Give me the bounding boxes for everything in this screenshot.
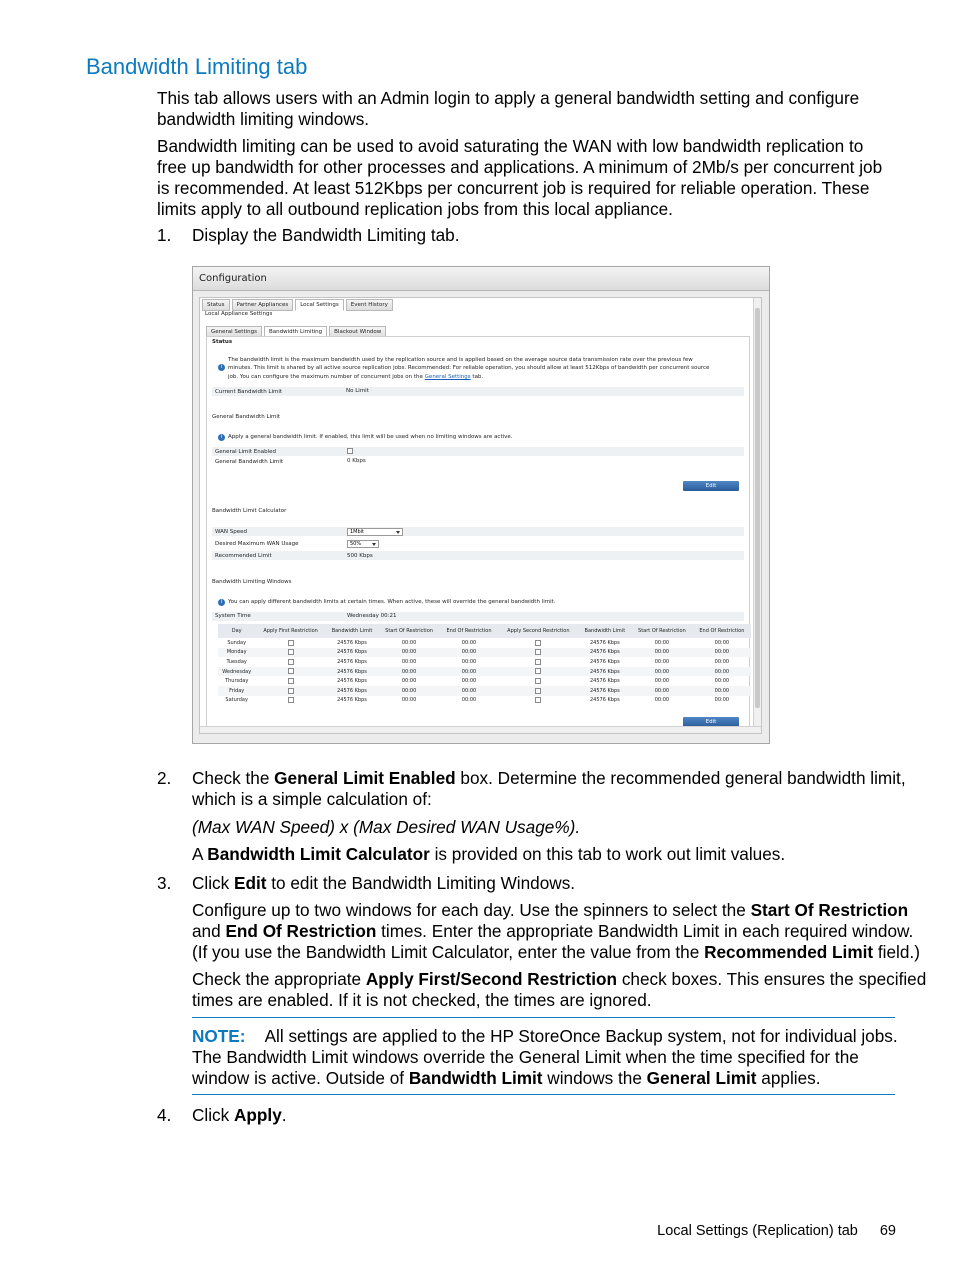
local-appliance-settings-label: Local Appliance Settings — [205, 311, 273, 317]
apply-second-checkbox[interactable] — [498, 676, 579, 686]
windows-header: Bandwidth Limiting Windows — [212, 579, 292, 585]
start-cell[interactable]: 00:00 — [378, 686, 440, 696]
edit-windows-button[interactable]: Edit — [683, 717, 739, 727]
start-cell[interactable]: 00:00 — [631, 686, 693, 696]
tab-partner-appliances[interactable]: Partner Appliances — [232, 299, 294, 311]
general-enabled-label: General Limit Enabled — [215, 449, 277, 455]
apply-first-checkbox[interactable] — [255, 686, 325, 696]
bandwidth-cell[interactable]: 24576 Kbps — [337, 678, 367, 685]
step-3-paragraph-1: Configure up to two windows for each day. Use the spinners to select the Start Of Restriction and End Of Restriction times. Enter the appropriate Bandwidth Limit in each required window. (If you use the Bandwidth Limit Calculator, enter the value from the Recommended Limit field.) — [192, 900, 920, 962]
wan-speed-row — [212, 527, 744, 536]
apply-first-checkbox[interactable] — [255, 667, 325, 677]
start-cell[interactable]: 00:00 — [654, 697, 670, 704]
bandwidth-windows-table — [218, 624, 751, 705]
table-row — [218, 648, 751, 658]
intro-paragraph-2: Bandwidth limiting can be used to avoid saturating the WAN with low bandwidth replication to free up bandwidth for other processes and applications. A minimum of 2Mb/s per concurrent job is recommended. At least 512Kbps per concurrent job is required for reliable operation. These limits apply to all outbound replication jobs from this local appliance. — [157, 136, 883, 219]
configuration-screenshot — [192, 266, 770, 744]
start-cell[interactable]: 00:00 — [378, 648, 440, 658]
step-3-number: 3. — [157, 873, 172, 893]
system-time-value: Wednesday 00:21 — [347, 613, 397, 619]
end-cell[interactable]: 00:00 — [714, 697, 730, 704]
system-time-row — [212, 612, 744, 621]
note-label: NOTE: — [192, 1026, 246, 1046]
end-cell[interactable]: 00:00 — [461, 639, 477, 646]
status-header: Status — [212, 339, 233, 345]
vertical-scrollbar[interactable] — [753, 298, 761, 733]
start-cell[interactable]: 00:00 — [378, 667, 440, 677]
end-cell[interactable]: 00:00 — [461, 697, 477, 704]
table-header-row — [218, 624, 751, 638]
apply-first-checkbox[interactable] — [255, 638, 325, 648]
note-block: NOTE: All settings are applied to the HP StoreOnce Backup system, not for individual jobs. The Bandwidth Limit windows override the General Limit when the time specified for the window is active. Outside of Bandwidth Limit windows the General Limit applies. — [192, 1026, 898, 1088]
apply-first-checkbox[interactable] — [255, 648, 325, 658]
horizontal-scrollbar[interactable] — [200, 726, 761, 733]
apply-second-checkbox[interactable] — [498, 638, 579, 648]
page-footer — [657, 1223, 896, 1239]
apply-second-checkbox[interactable] — [498, 657, 579, 667]
day-cell: Thursday — [225, 678, 249, 685]
info-icon: i — [218, 434, 225, 441]
bandwidth-cell[interactable]: 24576 Kbps — [589, 697, 620, 704]
step-2-number: 2. — [157, 768, 172, 788]
recommended-label: Recommended Limit — [215, 553, 272, 559]
end-cell[interactable]: 00:00 — [714, 678, 730, 685]
wan-speed-select[interactable]: 1Mbit — [347, 528, 403, 536]
edit-general-button[interactable]: Edit — [683, 481, 739, 491]
note-top-rule — [192, 1017, 895, 1018]
table-row — [218, 696, 751, 706]
start-cell[interactable]: 00:00 — [401, 697, 417, 704]
table-row — [218, 667, 751, 677]
recommended-row — [212, 551, 744, 560]
col-bandwidth-1: Bandwidth Limit — [326, 624, 378, 638]
bandwidth-cell[interactable]: 24576 Kbps — [579, 686, 631, 696]
start-cell[interactable]: 00:00 — [401, 658, 417, 665]
section-heading: Bandwidth Limiting tab — [86, 54, 308, 79]
status-text-2: minutes. This limit is shared by all active source replication jobs. Recommended: For reliable operation, you should allow at least 512Kbps of bandwidth per concurrent source — [228, 365, 710, 371]
start-cell[interactable]: 00:00 — [654, 639, 670, 646]
day-cell: Wednesday — [218, 667, 255, 677]
step-2-text: Check the General Limit Enabled box. Determine the recommended general bandwidth limit, which is a simple calculation of: — [192, 768, 906, 809]
end-cell[interactable]: 00:00 — [693, 667, 751, 677]
start-cell[interactable]: 00:00 — [631, 667, 693, 677]
bandwidth-cell[interactable]: 24576 Kbps — [326, 686, 378, 696]
tab-local-settings[interactable]: Local Settings — [295, 299, 344, 311]
footer-section: Local Settings (Replication) tab — [657, 1223, 858, 1239]
end-cell[interactable]: 00:00 — [693, 686, 751, 696]
note-bottom-rule — [192, 1094, 895, 1095]
step-3-text: Click Edit to edit the Bandwidth Limiting Windows. — [192, 873, 576, 893]
general-limit-enabled-checkbox[interactable] — [347, 448, 353, 454]
start-cell[interactable]: 00:00 — [654, 658, 670, 665]
apply-second-checkbox[interactable] — [498, 667, 579, 677]
general-limit-info: Apply a general bandwidth limit. If enabled, this limit will be used when no limiting windows are active. — [228, 434, 513, 440]
chevron-down-icon — [396, 531, 400, 534]
general-enabled-row — [212, 447, 744, 456]
current-limit-label: Current Bandwidth Limit — [215, 389, 283, 395]
start-cell[interactable]: 00:00 — [401, 639, 417, 646]
desired-usage-select[interactable]: 50% — [347, 540, 379, 548]
bandwidth-cell[interactable]: 24576 Kbps — [579, 667, 631, 677]
tab-general-settings[interactable]: General Settings — [206, 326, 262, 338]
scroll-thumb[interactable] — [755, 308, 760, 708]
desired-usage-label: Desired Maximum WAN Usage — [215, 541, 299, 547]
apply-second-checkbox[interactable] — [498, 686, 579, 696]
current-limit-row — [212, 387, 744, 396]
general-limit-header: General Bandwidth Limit — [212, 414, 281, 420]
table-row — [218, 686, 751, 696]
col-start-1: Start Of Restriction — [378, 624, 440, 638]
current-limit-value: No Limit — [346, 388, 369, 394]
info-icon: i — [218, 599, 225, 606]
day-cell: Monday — [218, 648, 255, 658]
apply-first-checkbox[interactable] — [255, 696, 325, 706]
info-icon: i — [218, 364, 225, 371]
bandwidth-cell[interactable]: 24576 Kbps — [337, 639, 367, 646]
step-4-text: Click Apply. — [192, 1105, 287, 1125]
apply-second-checkbox[interactable] — [498, 696, 579, 706]
day-cell: Friday — [218, 686, 255, 696]
col-apply-second: Apply Second Restriction — [498, 624, 579, 638]
calculator-header: Bandwidth Limit Calculator — [212, 508, 287, 514]
table-row — [218, 657, 751, 667]
step-2-calculator: A Bandwidth Limit Calculator is provided on this tab to work out limit values. — [192, 844, 786, 864]
step-1-text: Display the Bandwidth Limiting tab. — [192, 225, 460, 245]
tab-status[interactable]: Status — [202, 299, 230, 311]
chevron-down-icon — [372, 543, 376, 546]
end-cell[interactable]: 00:00 — [461, 658, 477, 665]
end-cell[interactable]: 00:00 — [714, 658, 730, 665]
day-cell: Saturday — [225, 697, 248, 704]
general-bandwidth-value: 0 Kbps — [347, 458, 366, 464]
top-tab-bar — [202, 299, 393, 311]
end-cell[interactable]: 00:00 — [714, 639, 730, 646]
bandwidth-cell[interactable]: 24576 Kbps — [326, 648, 378, 658]
step-3-paragraph-2: Check the appropriate Apply First/Second Restriction check boxes. This ensures the specified times are enabled. If it is not checked, the times are ignored. — [192, 969, 927, 1010]
bandwidth-cell[interactable]: 24576 Kbps — [337, 658, 367, 665]
col-day: Day — [218, 624, 255, 638]
status-text-1: The bandwidth limit is the maximum bandwidth used by the replication source and is applied based on the average source data transmission rate over the previous few — [228, 357, 693, 363]
step-1-number: 1. — [157, 225, 172, 245]
bandwidth-cell[interactable]: 24576 Kbps — [326, 667, 378, 677]
apply-second-checkbox[interactable] — [498, 648, 579, 658]
start-cell[interactable]: 00:00 — [401, 678, 417, 685]
bandwidth-cell[interactable]: 24576 Kbps — [589, 678, 620, 685]
windows-info: You can apply different bandwidth limits at certain times. When active, these will override the general bandwidth limit. — [228, 599, 556, 605]
step-2-formula: (Max WAN Speed) x (Max Desired WAN Usage%). — [192, 817, 581, 837]
end-cell[interactable]: 00:00 — [440, 686, 498, 696]
table-row — [218, 638, 751, 648]
general-settings-link[interactable]: General Settings — [424, 374, 471, 380]
wan-speed-label: WAN Speed — [215, 529, 248, 535]
system-time-label: System Time — [215, 613, 251, 619]
window-title: Configuration — [193, 267, 769, 291]
general-bandwidth-label: General Bandwidth Limit — [215, 459, 284, 465]
col-apply-first: Apply First Restriction — [255, 624, 325, 638]
apply-first-checkbox[interactable] — [255, 676, 325, 686]
tab-bandwidth-limiting[interactable]: Bandwidth Limiting — [264, 326, 327, 338]
end-cell[interactable]: 00:00 — [693, 648, 751, 658]
tab-blackout-window[interactable]: Blackout Window — [329, 326, 386, 338]
tab-event-history[interactable]: Event History — [346, 299, 393, 311]
table-row — [218, 676, 751, 686]
day-cell: Tuesday — [226, 658, 247, 665]
bandwidth-cell[interactable]: 24576 Kbps — [579, 648, 631, 658]
bandwidth-cell[interactable]: 24576 Kbps — [589, 639, 620, 646]
end-cell[interactable]: 00:00 — [440, 667, 498, 677]
recommended-value: 500 Kbps — [347, 553, 373, 559]
col-end-1: End Of Restriction — [440, 624, 498, 638]
intro-paragraph-1: This tab allows users with an Admin login to apply a general bandwidth setting and configure bandwidth limiting windows. — [157, 88, 860, 129]
day-cell: Sunday — [227, 639, 247, 646]
step-4-number: 4. — [157, 1105, 172, 1125]
col-end-2: End Of Restriction — [693, 624, 751, 638]
apply-first-checkbox[interactable] — [255, 657, 325, 667]
end-cell[interactable]: 00:00 — [440, 648, 498, 658]
page-number: 69 — [879, 1223, 896, 1239]
start-cell[interactable]: 00:00 — [654, 678, 670, 685]
end-cell[interactable]: 00:00 — [461, 678, 477, 685]
bandwidth-cell[interactable]: 24576 Kbps — [337, 697, 367, 704]
start-cell[interactable]: 00:00 — [631, 648, 693, 658]
screenshot-body — [199, 297, 762, 734]
col-bandwidth-2: Bandwidth Limit — [579, 624, 631, 638]
status-text-3: job. You can configure the maximum number of concurrent jobs on the General Settings tab. — [228, 374, 484, 380]
col-start-2: Start Of Restriction — [631, 624, 693, 638]
bandwidth-cell[interactable]: 24576 Kbps — [589, 658, 620, 665]
